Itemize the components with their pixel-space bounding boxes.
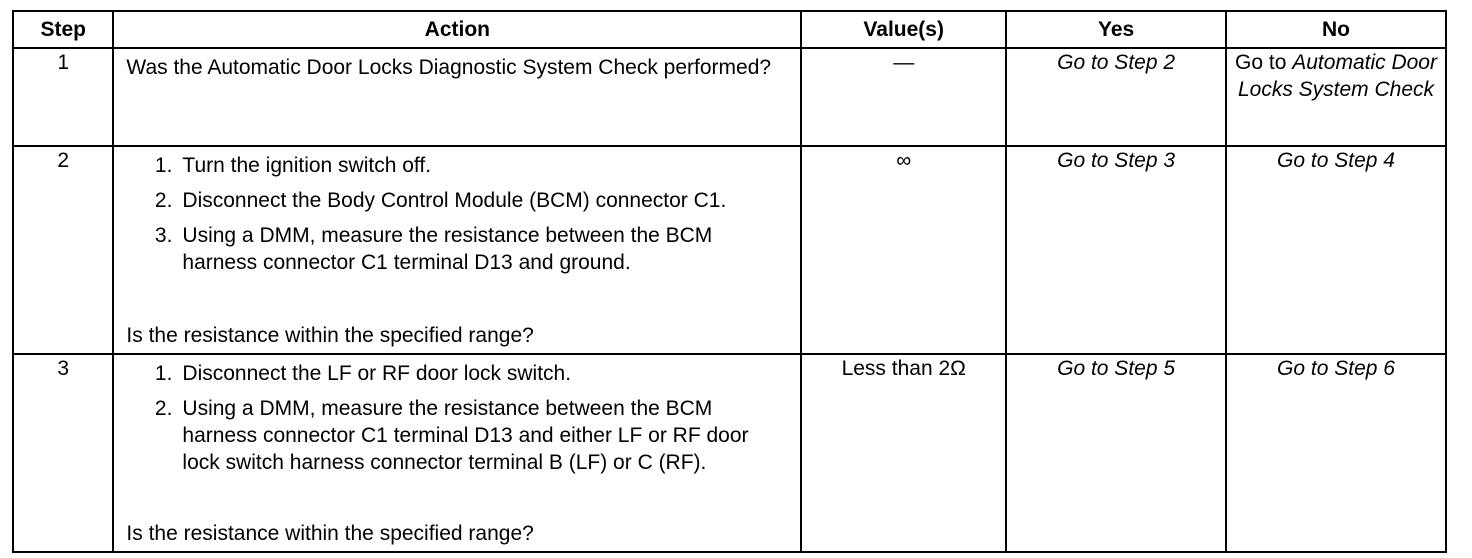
header-yes: Yes [1006,11,1226,48]
list-item-number: 1. [154,154,173,177]
question-text: Is the resistance within the specified range? [126,522,534,545]
table-row [13,146,1446,354]
list-item-text: Disconnect the Body Control Module (BCM) connector C1. [182,189,727,212]
list-item-text: Using a DMM, measure the resistance between the BCM harness connector C1 terminal D13 and either LF or RF door lock switch harness connector terminal B (LF) or C (RF). [182,397,749,474]
list-item [126,222,790,276]
value-cell: Less than 2Ω [801,354,1006,552]
header-no: No [1226,11,1446,48]
no-cell: Go to Step 4 [1226,146,1446,354]
diagnostic-table [12,10,1447,553]
yes-cell: Go to Step 5 [1006,354,1226,552]
action-steps-list [126,360,790,484]
step-number: 1 [13,48,113,146]
list-item [126,360,790,387]
list-item-text: Using a DMM, measure the resistance between the BCM harness connector C1 terminal D13 and ground. [182,224,713,274]
list-item-text: Turn the ignition switch off. [182,154,432,177]
list-item-text: Disconnect the LF or RF door lock switch. [182,362,572,385]
list-item [126,152,790,179]
list-item [126,395,790,476]
action-cell [113,354,801,552]
no-link-text: Automatic Door Locks System Check [1237,51,1437,101]
header-step: Step [13,11,113,48]
header-row [13,11,1446,48]
list-item [126,187,790,214]
table-row [13,354,1446,552]
step-number: 3 [13,354,113,552]
list-item-number: 1. [154,362,173,385]
action-cell [113,146,801,354]
yes-cell: Go to Step 2 [1006,48,1226,146]
table-row [13,48,1446,146]
value-cell: — [801,48,1006,146]
list-item-number: 2. [154,397,173,420]
action-steps-list [126,152,790,284]
yes-cell: Go to Step 3 [1006,146,1226,354]
no-prefix: Go to [1235,51,1293,74]
no-cell: Go to Step 6 [1226,354,1446,552]
step-number: 2 [13,146,113,354]
value-cell: ∞ [801,146,1006,354]
action-text: Was the Automatic Door Locks Diagnostic System Check performed? [126,56,772,79]
header-action: Action [113,11,801,48]
header-values: Value(s) [801,11,1006,48]
list-item-number: 2. [154,189,173,212]
action-cell [113,48,801,146]
list-item-number: 3. [154,224,173,247]
question-text: Is the resistance within the specified range? [126,324,534,347]
no-cell [1226,48,1446,146]
